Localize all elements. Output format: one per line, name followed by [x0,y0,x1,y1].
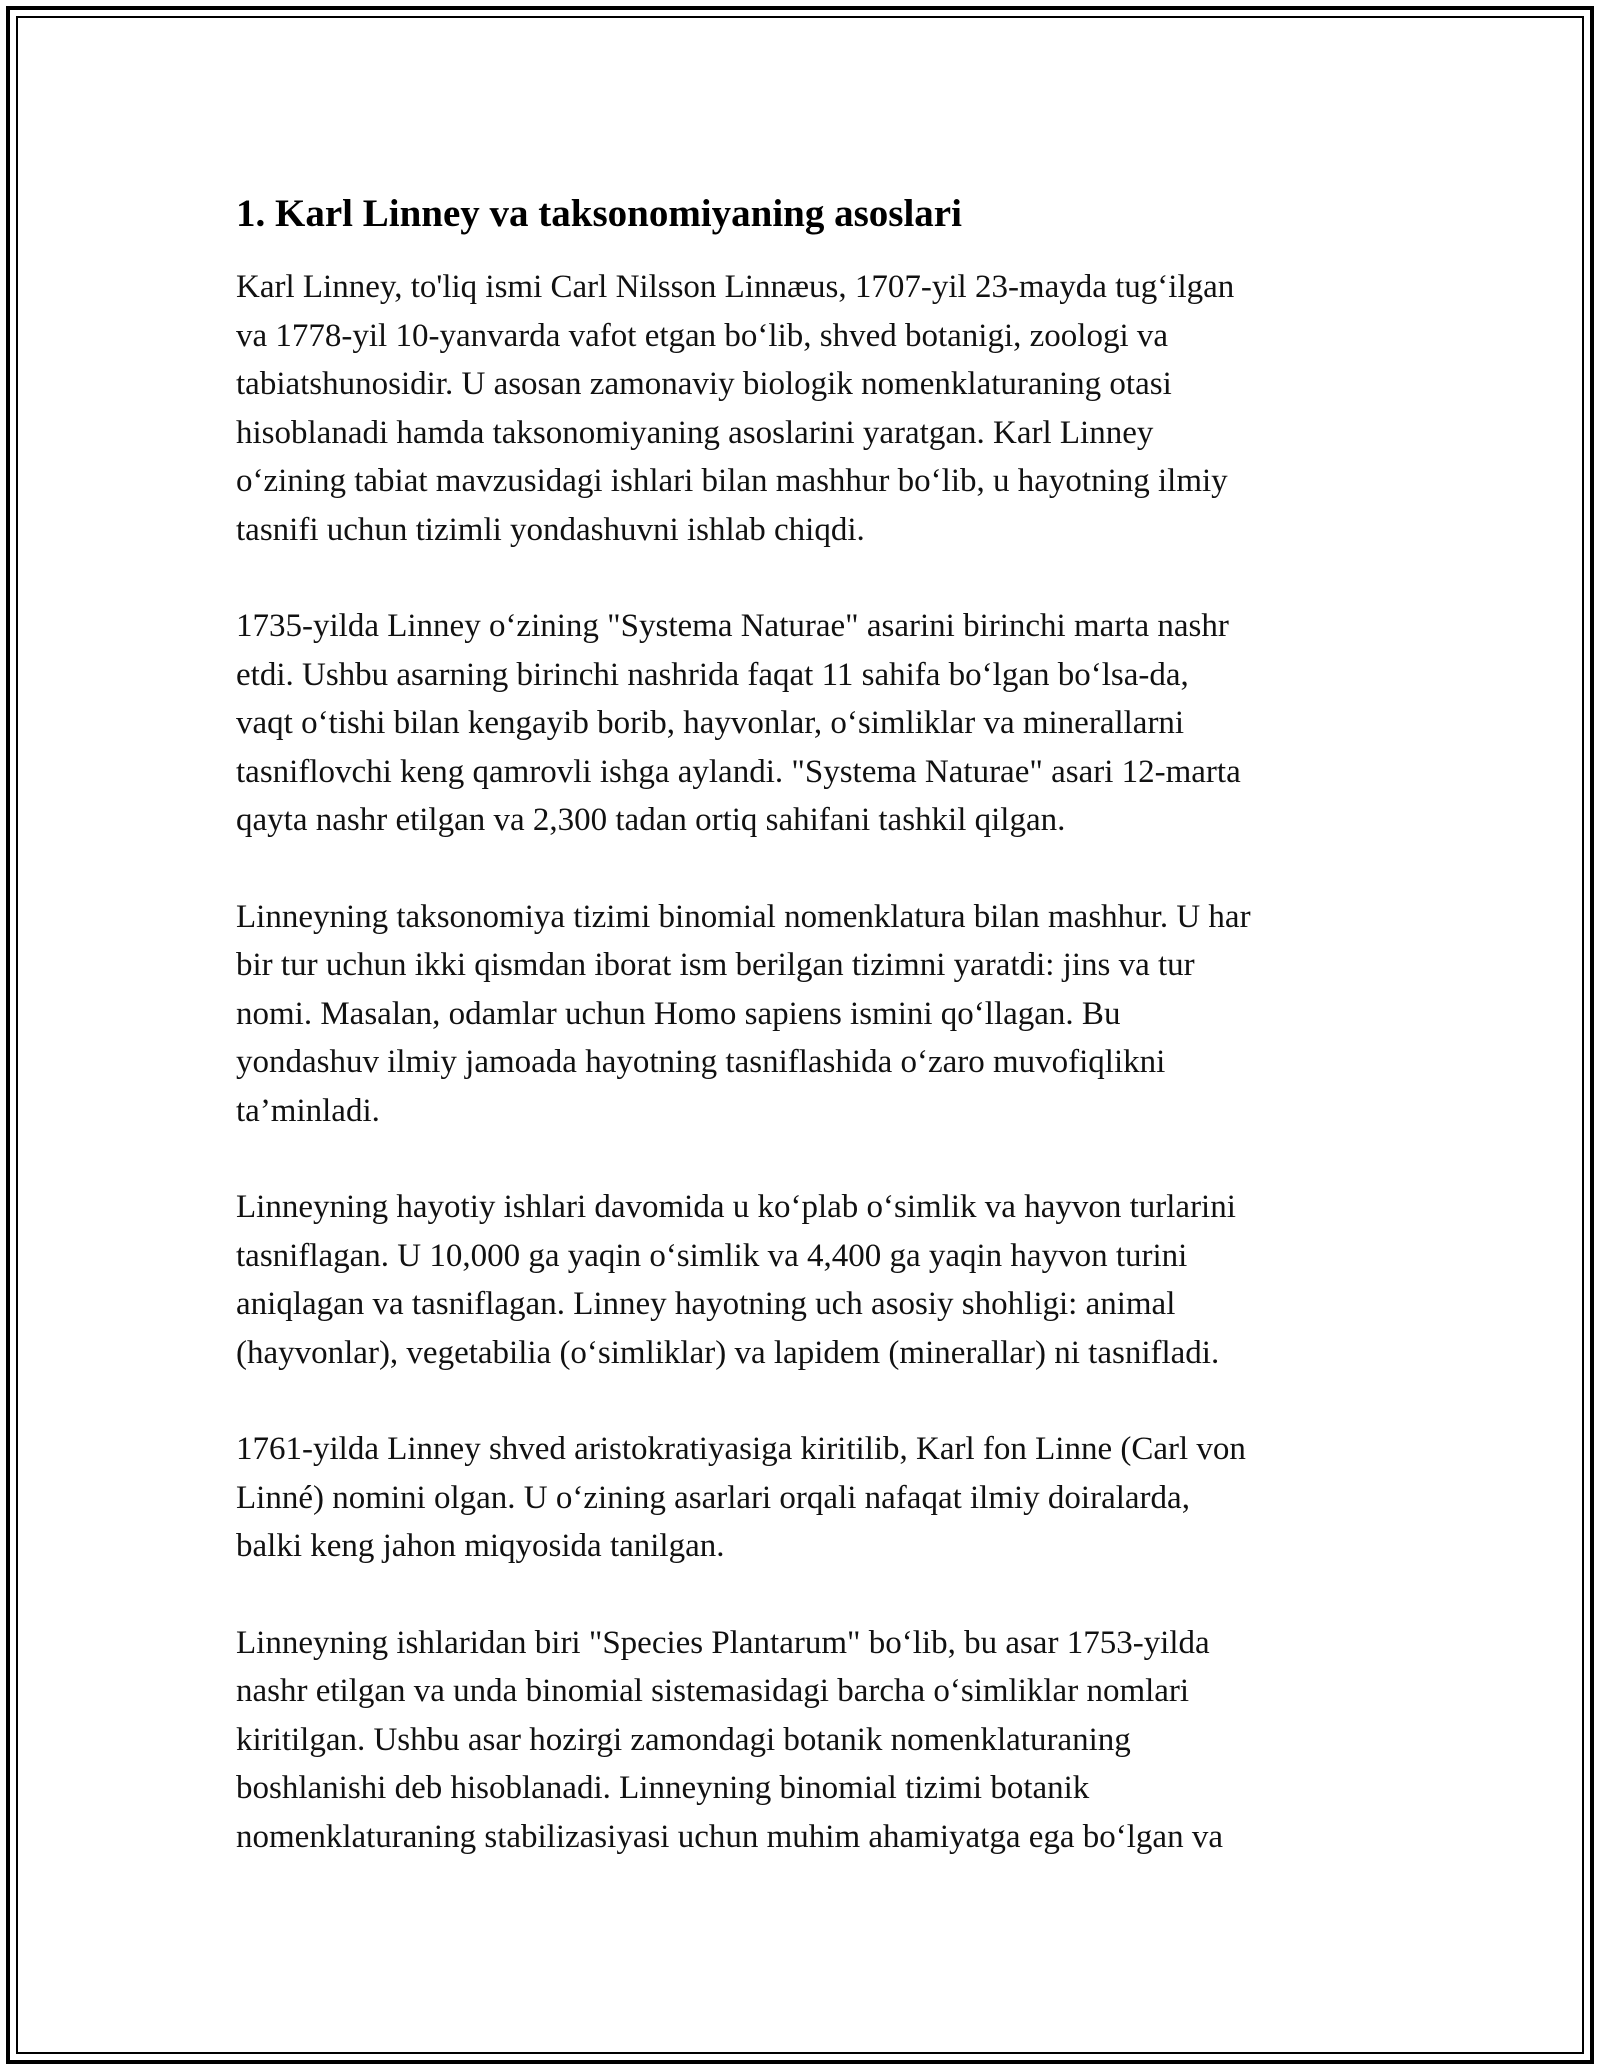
text-line: nomenklaturaning stabilizasiyasi uchun muhim ahamiyatga ega bo‘lgan va [236,1818,1223,1855]
text-line: va 1778-yil 10-yanvarda vafot etgan bo‘lib, shved botanigi, zoologi va [236,317,1169,354]
text-line: vaqt o‘tishi bilan kengayib borib, hayvonlar, o‘simliklar va minerallarni [236,705,1185,741]
paragraph-systema-naturae [236,602,1376,845]
text-line: 1735-yilda Linney o‘zining "Systema Naturae" asarini birinchi marta nashr [236,608,1229,644]
paragraph-nobility [236,1425,1376,1571]
text-line: Linneyning ishlaridan biri "Species Plantarum" bo‘lib, bu asar 1753-yilda [236,1624,1210,1661]
paragraph-intro [236,263,1376,554]
text-line: tasniflovchi keng qamrovli ishga aylandi. "Systema Naturae" asari 12-marta [236,753,1241,790]
paragraph-classification [236,1183,1376,1377]
text-line: qayta nashr etilgan va 2,300 tadan ortiq sahifani tashkil qilgan. [236,802,1066,838]
text-line: o‘zining tabiat mavzusidagi ishlari bilan mashhur bo‘lib, u hayotning ilmiy [236,463,1228,499]
text-line: Karl Linney, to'liq ismi Carl Nilsson Linnæus, 1707-yil 23-mayda tug‘ilgan [236,269,1235,305]
text-line: (hayvonlar), vegetabilia (o‘simliklar) va lapidem (minerallar) ni tasnifladi. [236,1334,1220,1371]
text-line: Linné) nomini olgan. U o‘zining asarlari orqali nafaqat ilmiy doiralarda, [236,1479,1190,1516]
text-line: ta’minladi. [236,1092,380,1129]
text-line: boshlanishi deb hisoblanadi. Linneyning binomial tizimi botanik [236,1770,1090,1806]
section-heading: 1. Karl Linney va taksonomiyaning asoslari [236,192,962,235]
text-line: kiritilgan. Ushbu asar hozirgi zamondagi botanik nomenklaturaning [236,1721,1131,1758]
text-line: bir tur uchun ikki qismdan iborat ism berilgan tizimni yaratdi: jins va tur [236,947,1195,983]
text-line: tasnifi uchun tizimli yondashuvni ishlab chiqdi. [236,511,865,548]
text-line: hisoblanadi hamda taksonomiyaning asoslarini yaratgan. Karl Linney [236,414,1154,451]
paragraph-species-plantarum [236,1619,1376,1862]
text-line: Linneyning taksonomiya tizimi binomial nomenklatura bilan mashhur. U har [236,898,1251,935]
text-line: tabiatshunosidir. U asosan zamonaviy biologik nomenklaturaning otasi [236,366,1172,402]
text-line: aniqlagan va tasniflagan. Linney hayotning uch asosiy shohligi: animal [236,1286,1176,1322]
paragraph-binomial [236,893,1376,1136]
text-line: etdi. Ushbu asarning birinchi nashrida faqat 11 sahifa bo‘lgan bo‘lsa-da, [236,656,1189,693]
text-line: balki keng jahon miqyosida tanilgan. [236,1528,725,1564]
text-line: yondashuv ilmiy jamoada hayotning tasniflashida o‘zaro muvofiqlikni [236,1044,1166,1080]
text-line: Linneyning hayotiy ishlari davomida u ko‘plab o‘simlik va hayvon turlarini [236,1189,1236,1225]
text-line: 1761-yilda Linney shved aristokratiyasiga kiritilib, Karl fon Linne (Carl von [236,1431,1246,1467]
text-line: nomi. Masalan, odamlar uchun Homo sapiens ismini qo‘llagan. Bu [236,995,1121,1032]
text-line: tasniflagan. U 10,000 ga yaqin o‘simlik va 4,400 ga yaqin hayvon turini [236,1237,1188,1274]
text-line: nashr etilgan va unda binomial sistemasidagi barcha o‘simliklar nomlari [236,1673,1190,1709]
document-body [236,185,1376,1909]
